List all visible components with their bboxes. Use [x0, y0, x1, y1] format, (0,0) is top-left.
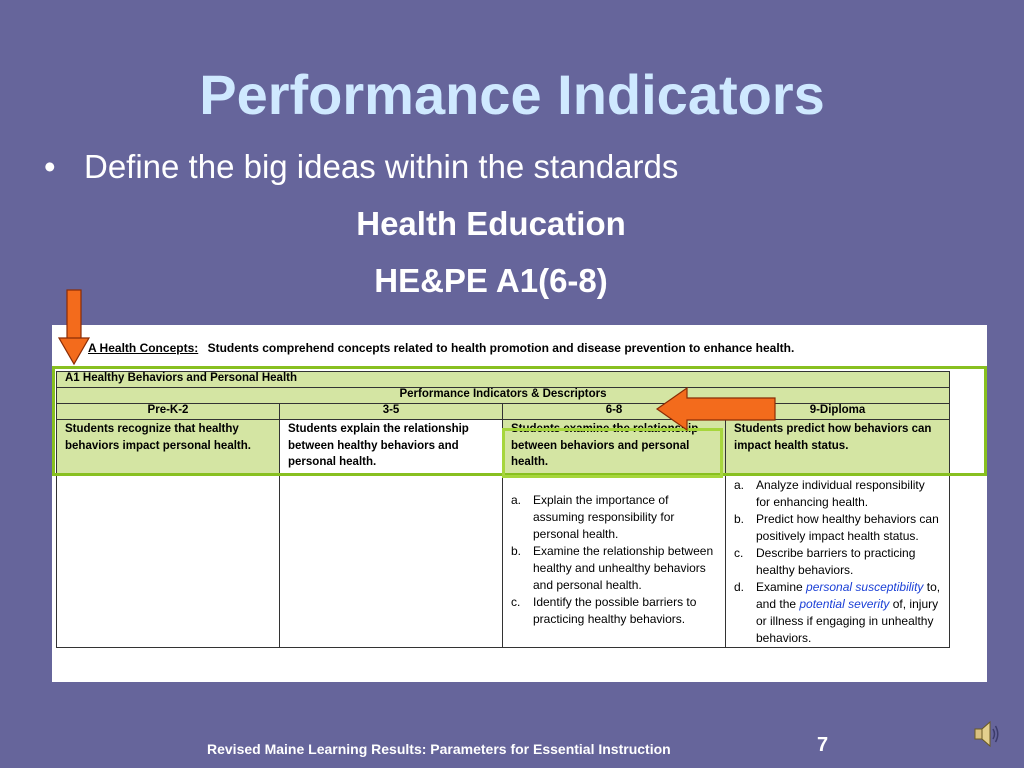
page-number: 7 [817, 734, 829, 756]
descriptor-cell-9-diploma [726, 475, 950, 648]
bullet-marker: • [44, 148, 56, 185]
concepts-text: Students comprehend concepts related to health promotion and disease prevention to enhance health. [207, 341, 795, 355]
statement-cell: Students recognize that healthy behaviors impact personal health. [57, 420, 280, 475]
list-item: b. Predict how healthy behaviors can positively impact health status. [734, 512, 939, 543]
column-header: 9-Diploma [726, 404, 950, 420]
subtitle-standard-code: HE&PE A1(6-8) [374, 262, 608, 299]
list-item: c. Identify the possible barriers to practicing healthy behaviors. [511, 595, 697, 626]
highlight-term: potential severity [799, 597, 890, 611]
column-header: 3-5 [280, 404, 503, 420]
list-item: a. Analyze individual responsibility for enhancing health. [734, 478, 925, 509]
statement-cell: Students examine the relationship between behaviors and personal health. [503, 420, 726, 475]
statement-cell: Students predict how behaviors can impact health status. [726, 420, 950, 475]
arrow-down-icon [58, 288, 92, 366]
standard-row: A1 Healthy Behaviors and Personal Health [57, 372, 950, 388]
list-item: d. Examine personal susceptibility to, and the potential severity of, injury or illness if engaging in unhealthy behaviors. [734, 580, 941, 645]
list-item: b. Examine the relationship between healthy and unhealthy behaviors and personal health. [511, 544, 714, 592]
subtitle-health-education: Health Education [356, 205, 626, 242]
list-item: c. Describe barriers to practicing healthy behaviors. [734, 546, 916, 577]
column-header: Pre-K-2 [57, 404, 280, 420]
column-header: 6-8 [503, 404, 726, 420]
concepts-label: A Health Concepts: [88, 341, 199, 355]
concepts-line [88, 341, 794, 355]
descriptor-cell-empty [57, 475, 280, 648]
list-item: a. Explain the importance of assuming responsibility for personal health. [511, 493, 675, 541]
descriptor-cell-6-8 [503, 475, 726, 648]
pi-header: Performance Indicators & Descriptors [57, 388, 950, 404]
descriptor-cell-empty [280, 475, 503, 648]
slide-title: Performance Indicators [199, 63, 825, 126]
descriptor-list [511, 492, 717, 628]
footer-text: Revised Maine Learning Results: Parameters for Essential Instruction [207, 741, 671, 757]
arrow-left-icon [655, 386, 779, 432]
bullet-text: Define the big ideas within the standards [84, 148, 679, 185]
descriptor-list [734, 477, 941, 647]
statement-cell: Students explain the relationship between healthy behaviors and personal health. [280, 420, 503, 475]
highlight-term: personal susceptibility [806, 580, 924, 594]
speaker-icon[interactable] [970, 718, 1002, 750]
highlight-frame-6-8 [502, 428, 723, 478]
bullet-item [44, 148, 678, 186]
